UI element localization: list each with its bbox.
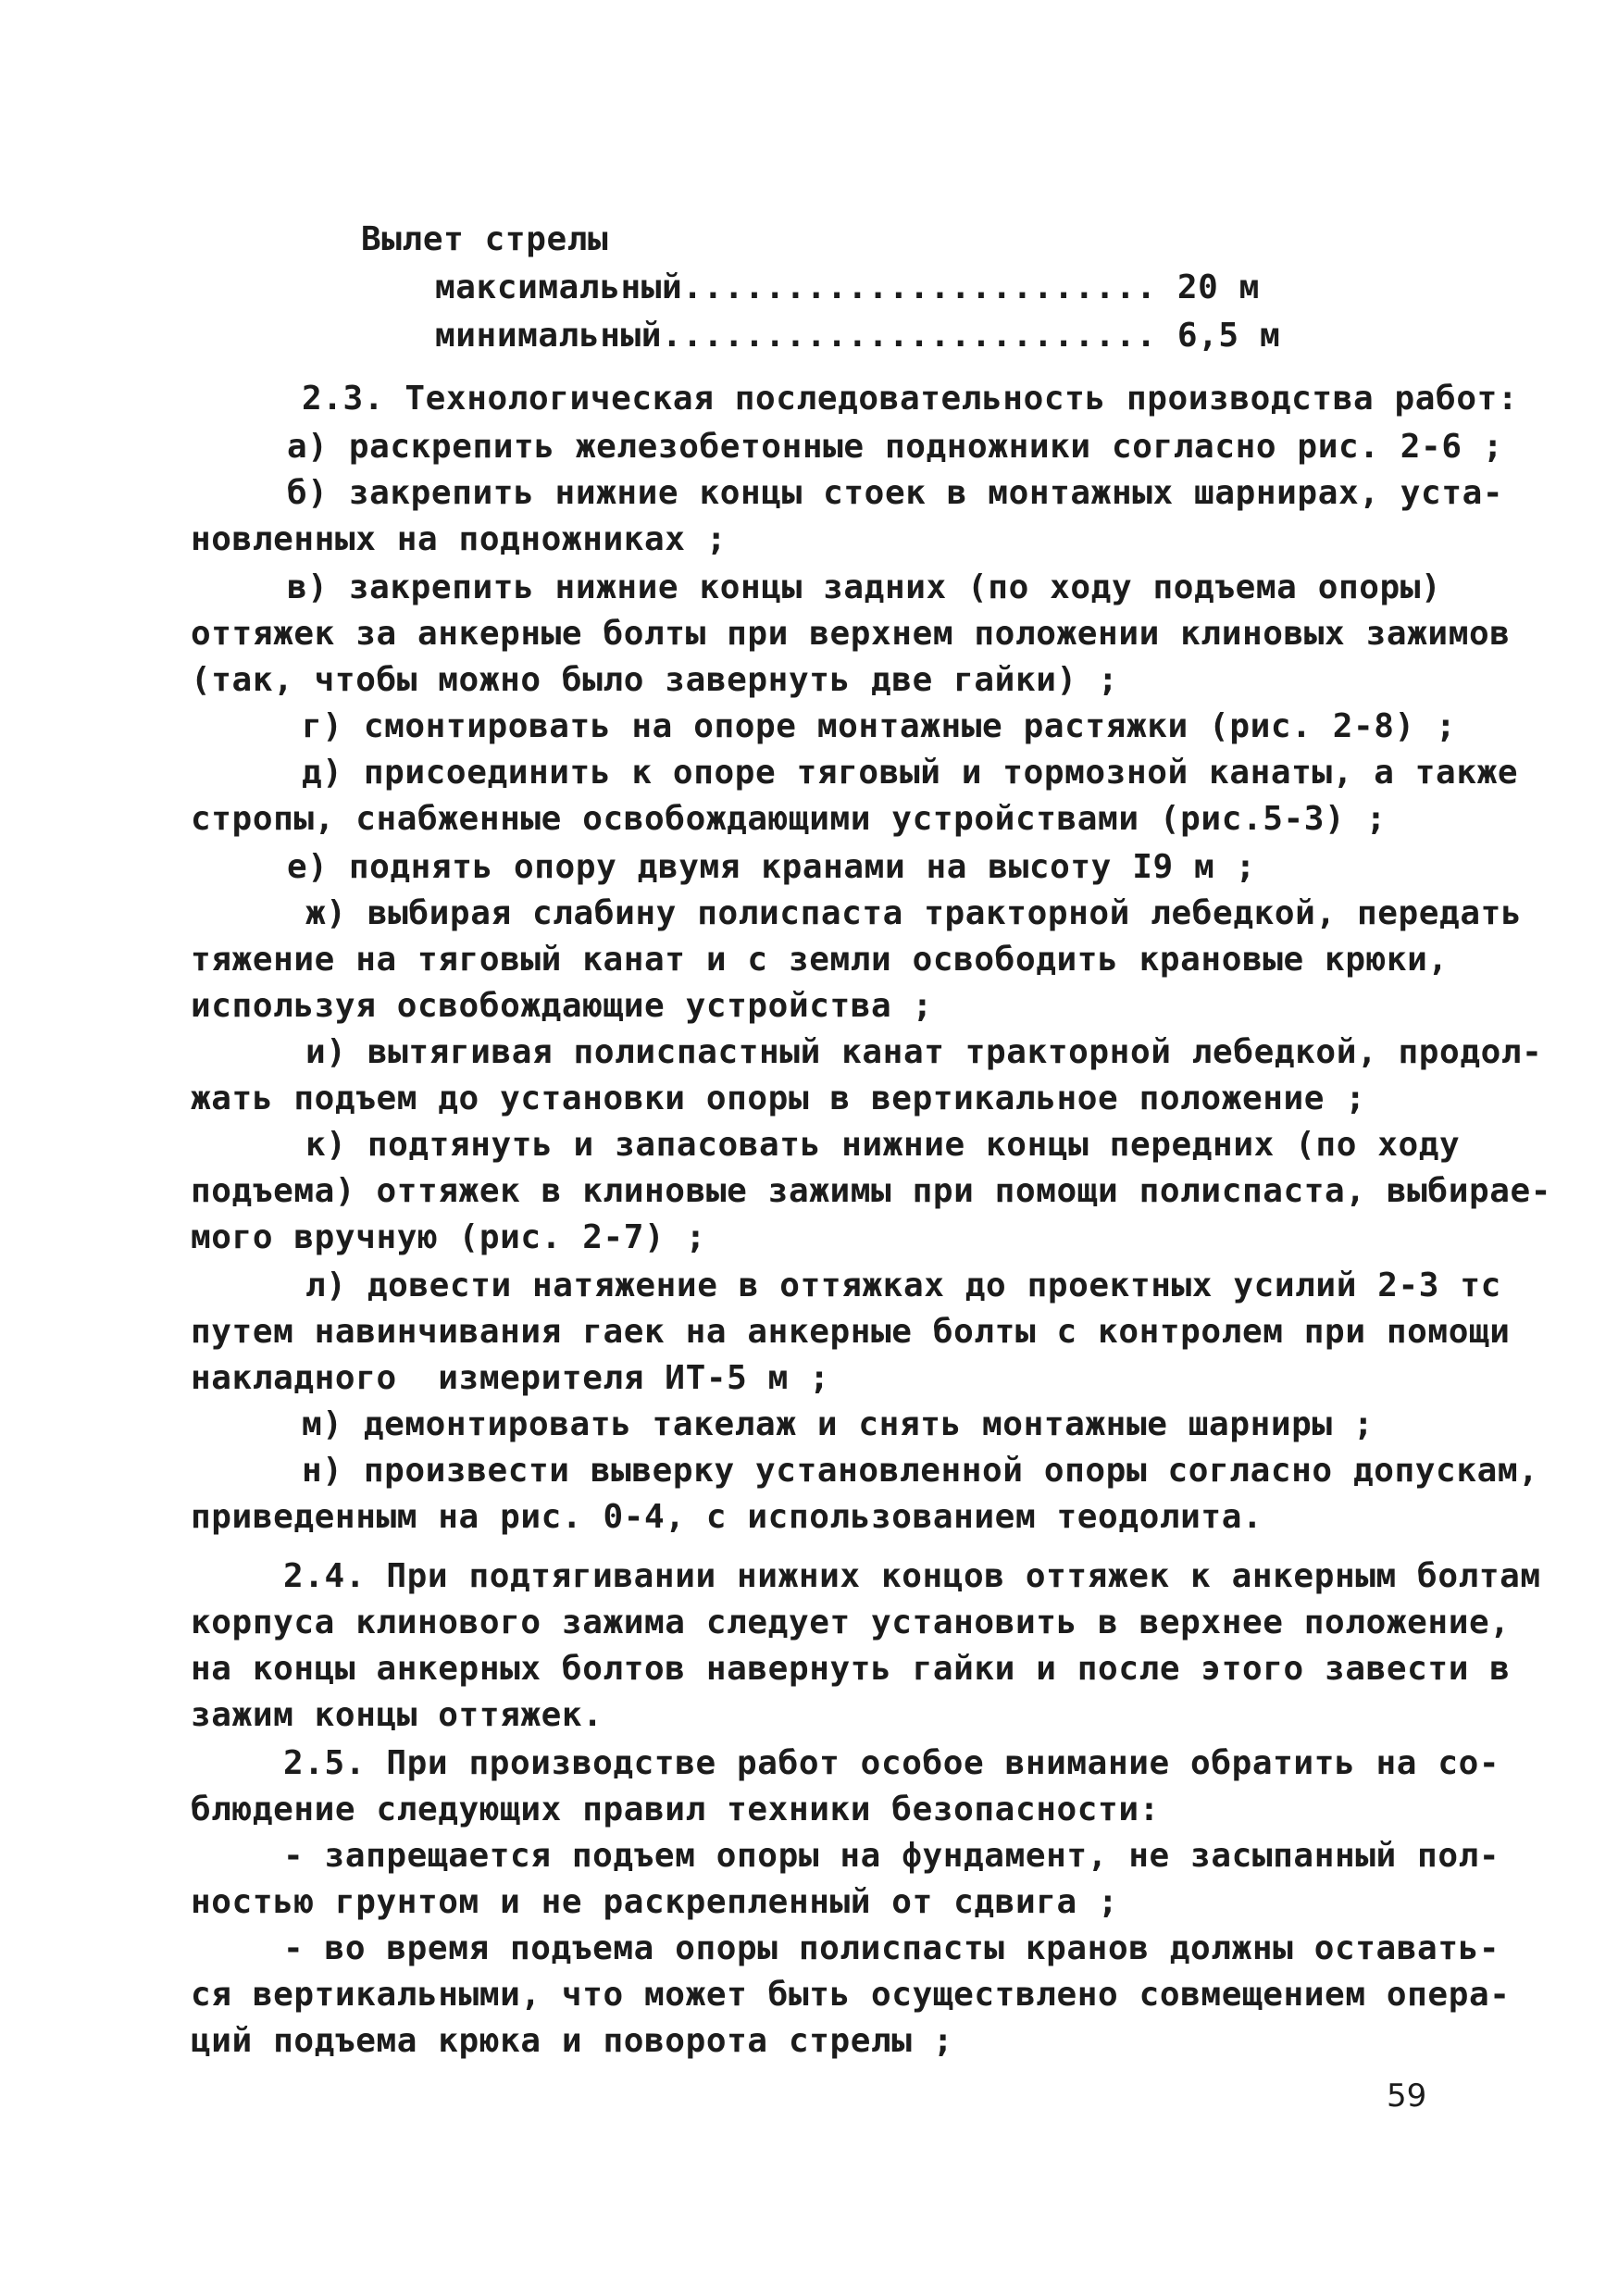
section-2-3-heading: 2.3. Технологическая последовательность производства работ: [302,380,1519,418]
step-l-line-3: накладного измерителя ИТ-5 м ; [191,1359,830,1397]
section-2-4-line-3: на концы анкерных болтов навернуть гайки и после этого завести в [191,1650,1511,1688]
section-2-5-line-1: 2.5. При производстве работ особое внимание обратить на со- [283,1744,1500,1782]
section-2-4-line-1: 2.4. При подтягивании нижних концов оттяжек к анкерным болтам [283,1557,1541,1595]
section-2-4-line-2: корпуса клинового зажима следует установить в верхнее положение, [191,1603,1511,1641]
safety-rule-2-line-2: ся вертикальными, что может быть осуществлено совмещением опера- [191,1976,1511,2014]
step-m: м) демонтировать такелаж и снять монтажные шарниры ; [302,1405,1375,1443]
step-g: г) смонтировать на опоре монтажные растяжки (рис. 2-8) ; [302,707,1457,745]
step-v-line-1: в) закрепить нижние концы задних (по ходу подъема опоры) [287,568,1442,606]
step-k-line-1: к) подтянуть и запасовать нижние концы передних (по ходу [305,1126,1461,1164]
page-number: 59 [1387,2078,1427,2115]
step-l-line-2: путем навинчивания гаек на анкерные болты с контролем при помощи [191,1313,1511,1351]
step-i-line-2: жать подъем до установки опоры в вертикальное положение ; [191,1079,1366,1117]
section-2-4-line-4: зажим концы оттяжек. [191,1696,604,1734]
step-b-line-2: новленных на подножниках ; [191,520,728,558]
step-n-line-2: приведенным на рис. 0-4, с использованием теодолита. [191,1498,1263,1536]
step-b-line-1: б) закрепить нижние концы стоек в монтажных шарнирах, уста- [287,474,1504,512]
step-v-line-2: оттяжек за анкерные болты при верхнем положении клиновых зажимов [191,615,1511,653]
boom-reach-max: максимальный....................... 20 м [435,268,1260,306]
step-a: а) раскрепить железобетонные подножники согласно рис. 2-6 ; [287,428,1504,466]
step-zh-line-3: используя освобождающие устройства ; [191,987,933,1025]
step-i-line-1: и) вытягивая полиспастный канат тракторной лебедкой, продол- [305,1033,1543,1071]
step-d-line-1: д) присоединить к опоре тяговый и тормозной канаты, а также [302,754,1519,792]
step-k-line-2: подъема) оттяжек в клиновые зажимы при помощи полиспаста, выбирае- [191,1172,1552,1210]
step-l-line-1: л) довести натяжение в оттяжках до проектных усилий 2-3 тс [305,1267,1501,1304]
safety-rule-2-line-3: ций подъема крюка и поворота стрелы ; [191,2022,954,2060]
step-d-line-2: стропы, снабженные освобождающими устройствами (рис.5-3) ; [191,800,1387,838]
step-zh-line-2: тяжение на тяговый канат и с земли освободить крановые крюки, [191,941,1449,979]
step-v-line-3: (так, чтобы можно было завернуть две гайки) ; [191,661,1119,699]
safety-rule-1-line-1: - запрещается подъем опоры на фундамент, не засыпанный пол- [283,1837,1500,1875]
step-k-line-3: мого вручную (рис. 2-7) ; [191,1218,706,1256]
boom-reach-title: Вылет стрелы [361,220,609,258]
step-n-line-1: н) произвести выверку установленной опоры согласно допускам, [302,1452,1539,1490]
section-2-5-line-2: блюдение следующих правил техники безопасности: [191,1791,1160,1828]
step-e: е) поднять опору двумя кранами на высоту I9 м ; [287,848,1256,886]
safety-rule-1-line-2: ностью грунтом и не раскрепленный от сдвига ; [191,1883,1119,1921]
step-zh-line-1: ж) выбирая слабину полиспаста тракторной лебедкой, передать [305,894,1523,932]
safety-rule-2-line-1: - во время подъема опоры полиспасты кранов должны оставать- [283,1929,1500,1967]
boom-reach-min: минимальный........................ 6,5 м [435,317,1281,355]
